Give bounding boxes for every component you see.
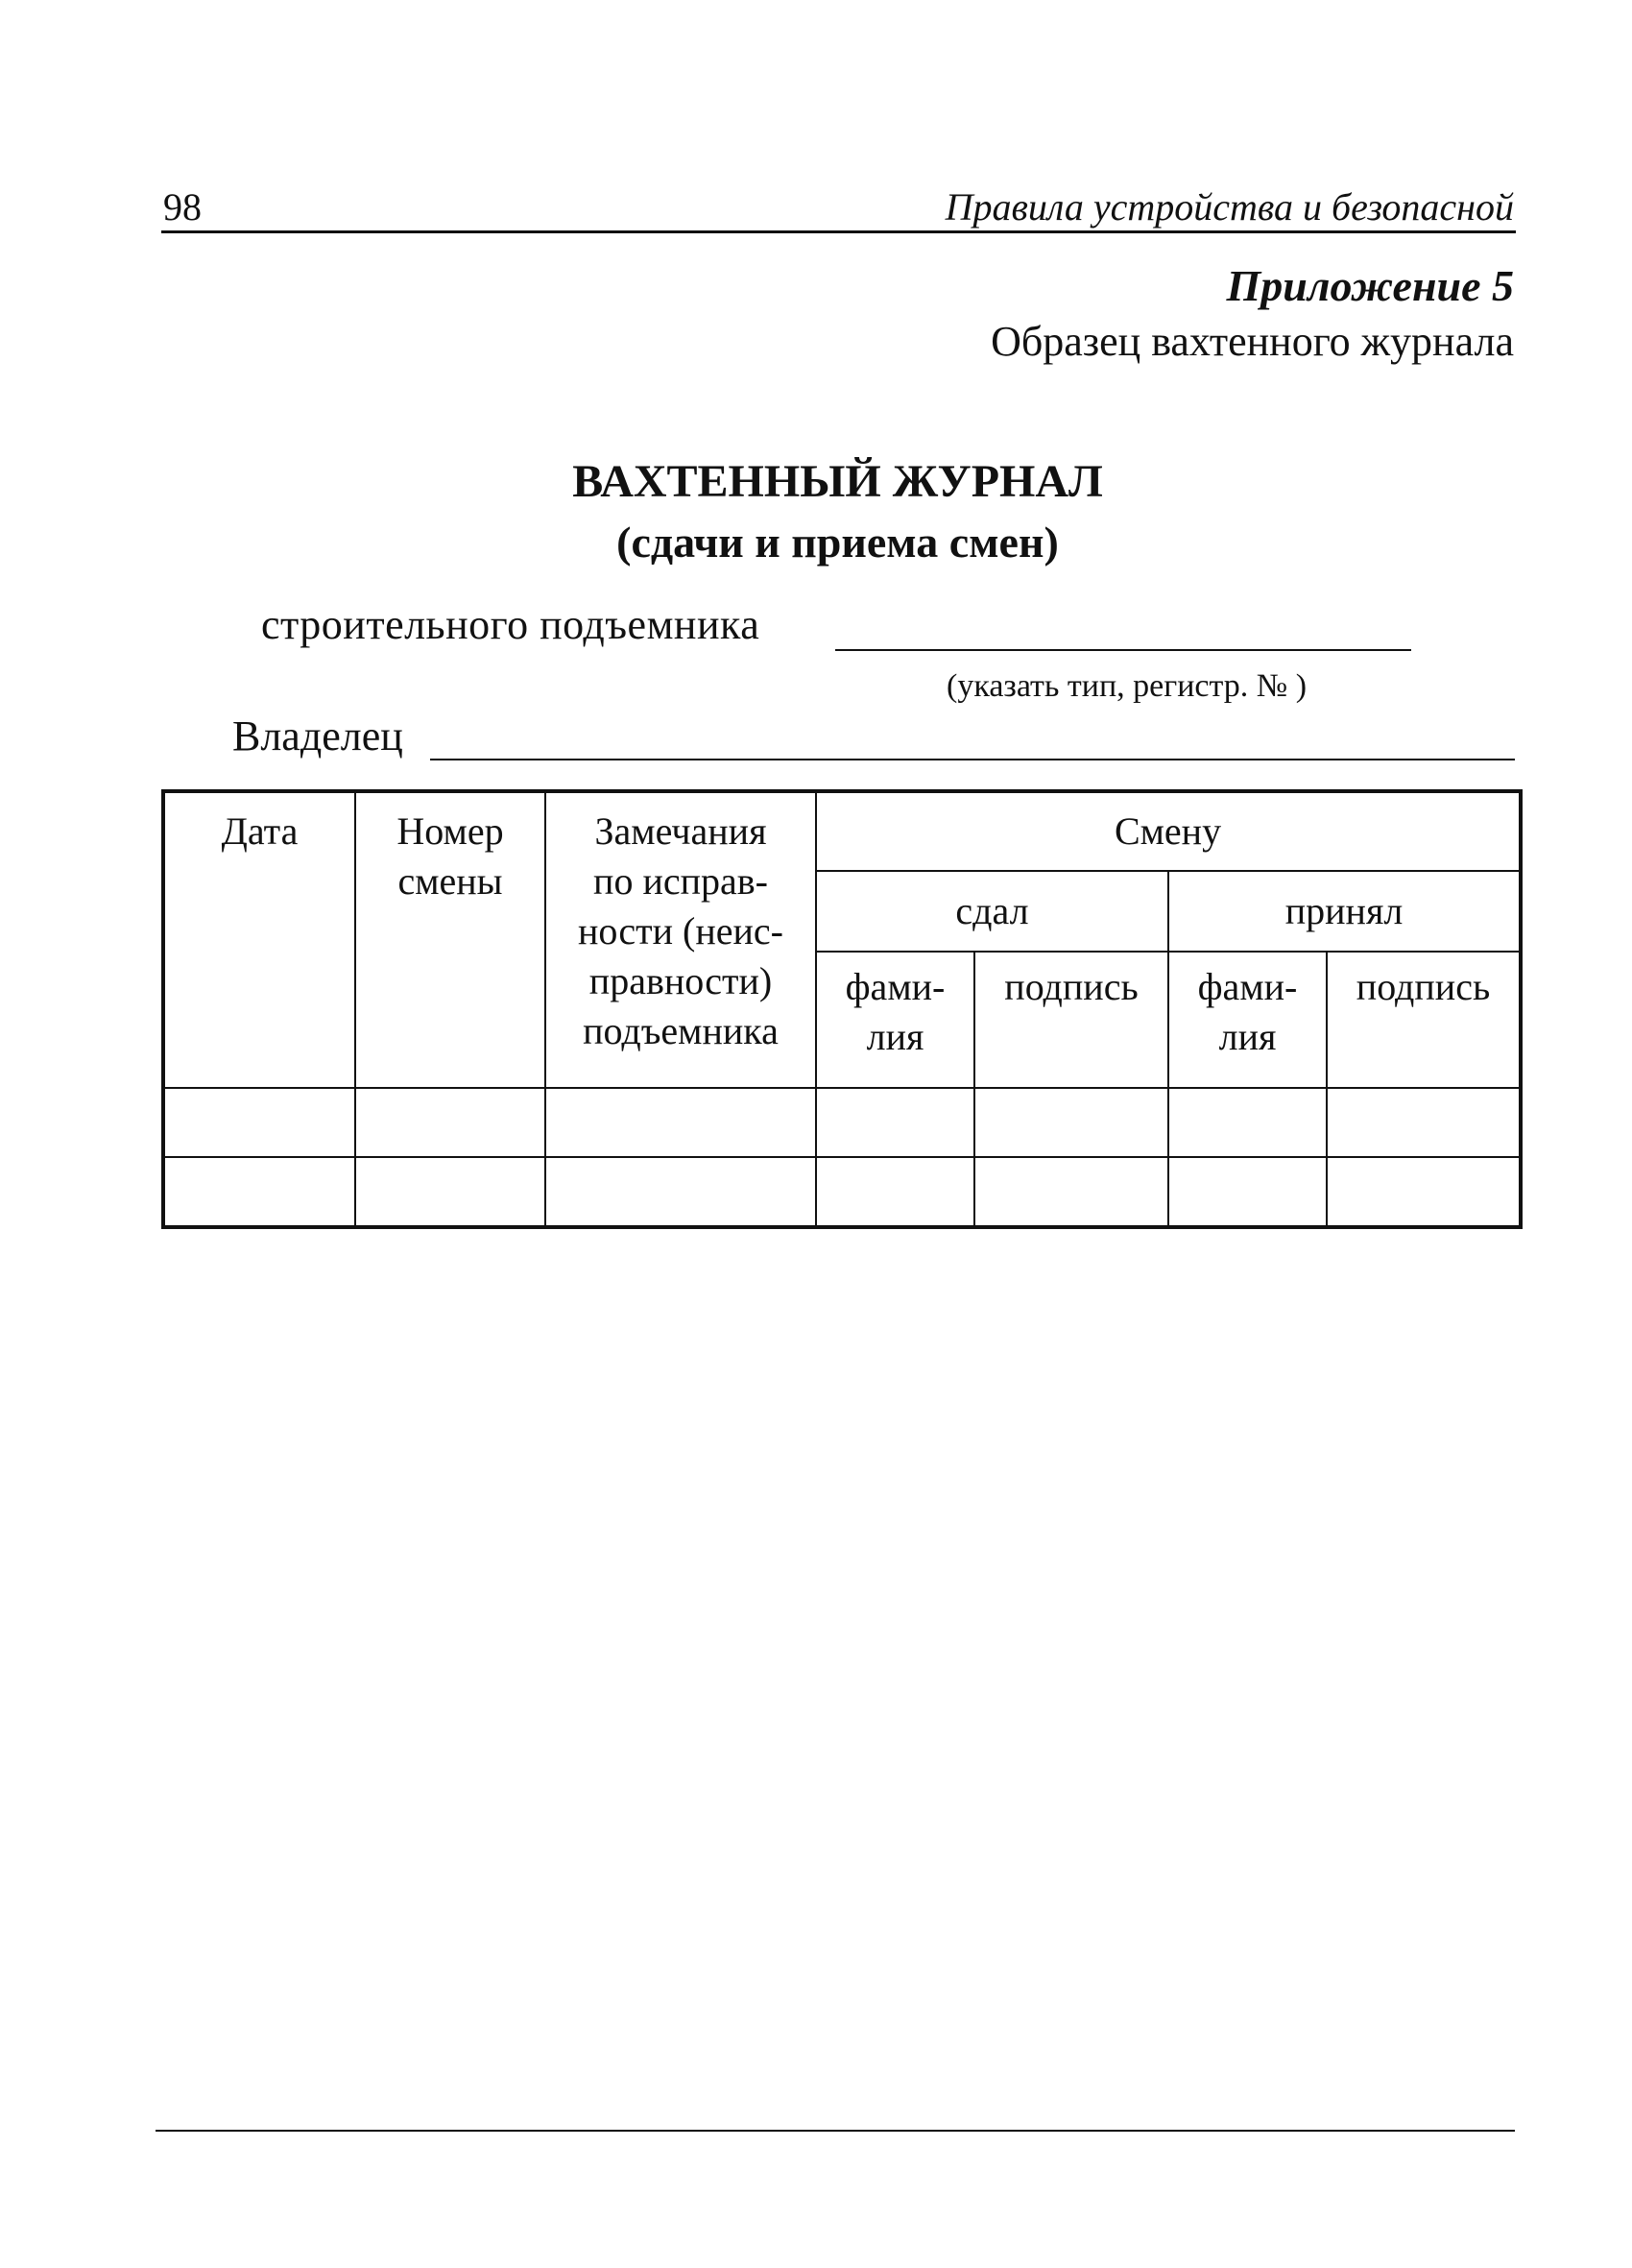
appendix-subtitle: Образец вахтенного журнала: [991, 318, 1514, 365]
table-cell[interactable]: [974, 1088, 1168, 1157]
table-cell[interactable]: [1168, 1157, 1327, 1227]
header-date: [163, 791, 355, 1088]
header-handed-over-label: сдал: [955, 889, 1029, 932]
table-cell[interactable]: [974, 1157, 1168, 1227]
header-surname-line: фами-: [845, 965, 946, 1008]
header-date-label: Дата: [221, 809, 299, 853]
running-title: Правила устройства и безопасной: [945, 185, 1514, 229]
header-remarks-line: ности (неис-: [577, 909, 783, 953]
table-cell[interactable]: [816, 1157, 974, 1227]
table-cell[interactable]: [1327, 1088, 1521, 1157]
header-shift-group-label: Смену: [1114, 809, 1222, 853]
table-cell[interactable]: [816, 1088, 974, 1157]
header-handed-signature: [974, 952, 1168, 1088]
header-handed-over: [816, 871, 1168, 952]
shift-journal-table: [161, 789, 1523, 1229]
table-cell[interactable]: [1168, 1088, 1327, 1157]
table-cell[interactable]: [355, 1157, 545, 1227]
owner-field-label: Владелец: [232, 712, 403, 760]
header-received-surname: [1168, 952, 1327, 1088]
table-cell[interactable]: [545, 1088, 816, 1157]
table-cell[interactable]: [545, 1157, 816, 1227]
header-received: [1168, 871, 1521, 952]
header-surname-line: лия: [1218, 1015, 1277, 1058]
header-remarks-line: по исправ-: [593, 859, 768, 903]
header-shift-number: [355, 791, 545, 1088]
header-remarks-line: правности): [588, 959, 773, 1002]
header-surname-line: лия: [866, 1015, 924, 1058]
header-remarks-line: Замечания: [594, 809, 767, 853]
table-row: [163, 1157, 1521, 1227]
appendix-label: Приложение 5: [1226, 261, 1514, 310]
header-handed-surname: [816, 952, 974, 1088]
document-title: ВАХТЕННЫЙ ЖУРНАЛ: [572, 456, 1103, 507]
header-remarks: [545, 791, 816, 1088]
lift-field-line[interactable]: [835, 649, 1411, 651]
table-cell[interactable]: [355, 1088, 545, 1157]
header-rule: [161, 230, 1516, 233]
table-row: [163, 1088, 1521, 1157]
table-cell[interactable]: [1327, 1157, 1521, 1227]
header-shift-number-line: Номер: [396, 809, 504, 853]
header-signature-label: подпись: [1356, 965, 1491, 1008]
header-signature-label: подпись: [1004, 965, 1139, 1008]
header-received-label: принял: [1284, 889, 1404, 932]
header-shift-number-line: смены: [397, 859, 503, 903]
document-subtitle: (сдачи и приема смен): [616, 518, 1059, 567]
footer-rule: [156, 2130, 1515, 2132]
header-shift-group: [816, 791, 1521, 871]
lift-field-label: строительного подъемника: [261, 601, 760, 648]
page-number: 98: [163, 185, 202, 229]
header-received-signature: [1327, 952, 1521, 1088]
header-remarks-line: подъемника: [583, 1009, 779, 1052]
table-cell[interactable]: [163, 1157, 355, 1227]
table-cell[interactable]: [163, 1088, 355, 1157]
owner-field-line[interactable]: [430, 759, 1515, 760]
lift-field-hint: (указать тип, регистр. № ): [947, 668, 1308, 704]
header-surname-line: фами-: [1197, 965, 1298, 1008]
